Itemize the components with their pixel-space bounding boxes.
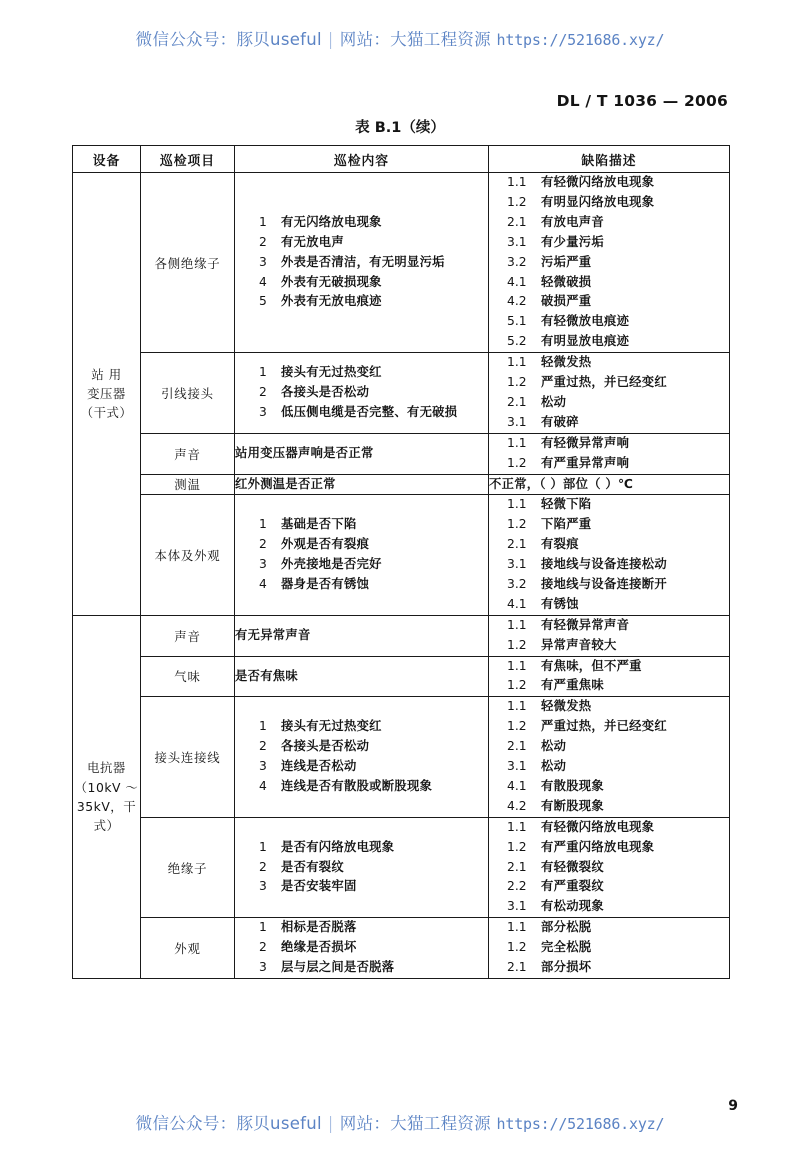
defect-item-text: 有轻微放电痕迹 [541,314,630,329]
content-list [235,838,488,898]
inspection-content-cell [235,353,489,434]
table-header-row [73,146,730,173]
defect-item-text: 污垢严重 [541,254,592,269]
defect-list-item [489,595,729,615]
defect-item-text: 松动 [541,759,567,774]
defect-description-text: 不正常，（ ）部位（ ）℃ [489,476,634,491]
defect-list-item [489,958,729,978]
defect-list-item [489,777,729,797]
defect-item-text: 松动 [541,394,567,409]
content-item-number: 2 [259,385,267,400]
content-item-text: 外壳接地是否完好 [281,556,382,571]
table-row [73,918,730,979]
defect-list-item [489,818,729,838]
inspection-content-text: 是否有焦味 [235,668,298,683]
defect-list-item [489,273,729,293]
defect-list-item [489,636,729,656]
defect-item-text: 部分损坏 [541,960,592,975]
content-list-item [235,575,488,595]
defect-list-item [489,697,729,717]
content-item-number: 3 [259,960,267,975]
defect-list-item [489,253,729,273]
table-row [73,615,730,656]
content-item-text: 外表有无放电痕迹 [281,294,382,309]
defect-description-cell [489,474,730,495]
defect-list-item [489,454,729,474]
defect-item-text: 轻微下陷 [541,497,592,512]
defect-item-text: 严重过热，并已经变红 [541,719,667,734]
content-item-text: 外观是否有裂痕 [281,537,370,552]
defect-item-number: 4.1 [507,778,527,793]
defect-list-item [489,757,729,777]
table-row [73,656,730,697]
defect-list-item [489,838,729,858]
inspection-content-cell [235,615,489,656]
inspection-item-label: 各侧绝缘子 [141,173,235,353]
defect-item-number: 1.2 [507,375,527,390]
defect-list-item [489,877,729,897]
defect-item-number: 1.1 [507,497,527,512]
content-item-text: 外表是否清洁，有无明显污垢 [281,254,445,269]
defect-item-number: 1.2 [507,678,527,693]
defect-item-text: 有严重焦味 [541,678,604,693]
defect-list [489,495,729,614]
defect-list-item [489,737,729,757]
defect-item-number: 1.1 [507,658,527,673]
page-number: 9 [728,1098,738,1114]
content-list-item [235,213,488,233]
content-item-text: 器身是否有锈蚀 [281,576,370,591]
column-header-defect: 缺陷描述 [489,146,730,173]
defect-item-number: 5.2 [507,334,527,349]
content-item-text: 是否安装牢固 [281,879,357,894]
content-list-item [235,858,488,878]
content-list [235,717,488,797]
defect-item-number: 2.1 [507,214,527,229]
defect-list-item [489,657,729,677]
content-item-text: 低压侧电缆是否完整、有无破损 [281,404,458,419]
defect-item-number: 4.1 [507,274,527,289]
content-item-text: 连线是否有散股或断股现象 [281,778,433,793]
defect-item-number: 5.1 [507,314,527,329]
content-list-item [235,958,488,978]
content-item-number: 2 [259,940,267,955]
defect-description-cell [489,656,730,697]
content-list [235,363,488,423]
inspection-item-label: 气味 [141,656,235,697]
content-item-number: 1 [259,719,267,734]
defect-item-text: 有断股现象 [541,798,604,813]
defect-item-number: 4.1 [507,596,527,611]
defect-item-number: 3.1 [507,899,527,914]
content-item-text: 各接头是否松动 [281,385,370,400]
defect-item-number: 1.2 [507,839,527,854]
content-list [235,515,488,595]
table-row [73,433,730,474]
defect-list-item [489,515,729,535]
defect-list-item [489,332,729,352]
defect-item-number: 3.2 [507,576,527,591]
defect-list-item [489,312,729,332]
defect-list [489,173,729,352]
watermark-url: https://521686.xyz/ [496,1115,665,1133]
defect-item-number: 3.1 [507,234,527,249]
content-item-text: 各接头是否松动 [281,739,370,754]
defect-item-number: 1.1 [507,435,527,450]
content-item-number: 3 [259,404,267,419]
watermark-separator: | [327,30,334,49]
defect-list-item [489,173,729,193]
defect-list-item [489,717,729,737]
defect-item-number: 2.1 [507,537,527,552]
content-item-number: 4 [259,274,267,289]
defect-description-cell [489,697,730,817]
content-list-item [235,737,488,757]
content-item-number: 3 [259,879,267,894]
inspection-item-label: 声音 [141,615,235,656]
defect-description-cell [489,433,730,474]
content-item-number: 1 [259,517,267,532]
defect-item-number: 3.1 [507,556,527,571]
defect-list-item [489,213,729,233]
defect-list-item [489,434,729,454]
content-list-item [235,253,488,273]
defect-list-item [489,495,729,515]
content-item-number: 2 [259,234,267,249]
defect-item-number: 2.2 [507,879,527,894]
table-row [73,495,730,615]
content-item-number: 3 [259,254,267,269]
watermark-site-label: 网站：大猫工程资源 [339,1114,491,1133]
defect-item-text: 有放电声音 [541,214,604,229]
column-header-device: 设备 [73,146,141,173]
defect-item-number: 1.2 [507,940,527,955]
defect-description-cell [489,918,730,979]
inspection-content-text: 红外测温是否正常 [235,476,336,491]
defect-list-item [489,555,729,575]
defect-item-number: 1.2 [507,517,527,532]
defect-item-number: 1.1 [507,920,527,935]
inspection-content-text: 有无异常声音 [235,627,311,642]
content-item-number: 1 [259,214,267,229]
content-list-item [235,363,488,383]
content-list-item [235,757,488,777]
inspection-content-cell [235,474,489,495]
inspection-item-label: 声音 [141,433,235,474]
content-item-number: 2 [259,739,267,754]
defect-item-text: 轻微发热 [541,699,592,714]
defect-item-text: 破损严重 [541,294,592,309]
defect-list-item [489,575,729,595]
defect-list-item [489,413,729,433]
defect-item-text: 有严重闪络放电现象 [541,839,655,854]
defect-item-number: 2.1 [507,960,527,975]
defect-item-text: 有少量污垢 [541,234,604,249]
defect-item-text: 轻微发热 [541,355,592,370]
defect-item-text: 有散股现象 [541,778,604,793]
defect-description-cell [489,495,730,615]
defect-item-number: 1.1 [507,819,527,834]
content-list-item [235,273,488,293]
defect-list-item [489,918,729,938]
content-item-number: 2 [259,537,267,552]
defect-item-number: 1.2 [507,719,527,734]
watermark-url: https://521686.xyz/ [496,31,665,49]
content-list-item [235,918,488,938]
defect-list-item [489,233,729,253]
table-caption: 表 B.1（续） [355,120,445,136]
content-list-item [235,535,488,555]
defect-list [489,353,729,433]
device-label-line: 35kV，干 [76,798,137,814]
content-item-number: 5 [259,294,267,309]
content-list-item [235,292,488,312]
content-list [235,918,488,978]
defect-item-number: 1.2 [507,194,527,209]
defect-item-text: 有轻微闪络放电现象 [541,175,655,189]
defect-item-text: 有破碎 [541,414,579,429]
defect-item-text: 有轻微异常声响 [541,435,630,450]
table-row [73,697,730,817]
defect-description-cell [489,615,730,656]
inspection-content-cell [235,817,489,918]
device-label-line: 式） [93,818,120,834]
defect-item-number: 2.1 [507,739,527,754]
inspection-content-text: 站用变压器声响是否正常 [235,445,374,460]
content-list-item [235,777,488,797]
watermark-bottom [0,1110,800,1134]
defect-list-item [489,938,729,958]
watermark-wechat-label: 微信公众号：豚贝useful [135,1114,322,1133]
defect-list-item [489,353,729,373]
defect-item-text: 松动 [541,739,567,754]
defect-item-text: 有焦味，但不严重 [541,658,642,673]
content-list-item [235,383,488,403]
watermark-separator: | [327,1114,334,1133]
defect-list-item [489,535,729,555]
defect-list-item [489,897,729,917]
standard-number: DL / T 1036 — 2006 [556,92,728,110]
inspection-content-cell [235,656,489,697]
defect-item-number: 4.2 [507,294,527,309]
content-item-number: 1 [259,839,267,854]
inspection-content-cell [235,918,489,979]
defect-item-text: 严重过热，并已经变红 [541,375,667,390]
defect-item-text: 有明显放电痕迹 [541,334,630,349]
defect-item-text: 接地线与设备连接断开 [541,576,667,591]
table-body [73,173,730,979]
content-list-item [235,515,488,535]
defect-description-cell [489,353,730,434]
defect-item-text: 有轻微裂纹 [541,859,604,874]
content-list-item [235,938,488,958]
table-row [73,817,730,918]
content-item-number: 4 [259,778,267,793]
watermark-site-label: 网站：大猫工程资源 [339,30,491,49]
defect-list-item [489,393,729,413]
watermark-wechat-label: 微信公众号：豚贝useful [135,30,322,49]
defect-item-number: 1.2 [507,637,527,652]
defect-list [489,918,729,978]
defect-list [489,818,729,918]
watermark-top [0,26,800,50]
column-header-item: 巡检项目 [141,146,235,173]
device-label-line: 站 用 [91,367,122,383]
defect-item-number: 1.1 [507,355,527,370]
defect-item-text: 有轻微闪络放电现象 [541,819,655,834]
content-item-text: 绝缘是否损坏 [281,940,357,955]
defect-item-number: 1.1 [507,699,527,714]
content-item-text: 外表有无破损现象 [281,274,382,289]
content-item-text: 接头有无过热变红 [281,719,382,734]
defect-description-cell [489,817,730,918]
content-item-text: 是否有闪络放电现象 [281,839,395,854]
table-row [73,474,730,495]
defect-description-cell [489,173,730,353]
content-list-item [235,555,488,575]
content-item-text: 相标是否脱落 [281,920,357,935]
defect-item-text: 有锈蚀 [541,596,579,611]
defect-item-number: 2.1 [507,859,527,874]
inspection-item-label: 测温 [141,474,235,495]
device-label-line: 电抗器 [87,760,126,776]
content-list-item [235,403,488,423]
defect-list-item [489,373,729,393]
defect-item-text: 完全松脱 [541,940,592,955]
inspection-table [72,145,730,979]
device-group-label [73,615,141,978]
defect-item-text: 异常声音较大 [541,637,617,652]
defect-item-number: 3.2 [507,254,527,269]
inspection-item-label: 外观 [141,918,235,979]
defect-list-item [489,616,729,636]
content-item-text: 连线是否松动 [281,759,357,774]
inspection-item-label: 接头连接线 [141,697,235,817]
defect-list [489,657,729,697]
defect-item-text: 轻微破损 [541,274,592,289]
content-list-item [235,233,488,253]
inspection-content-cell [235,433,489,474]
defect-item-number: 1.2 [507,455,527,470]
device-label-line: 变压器 [87,386,126,402]
inspection-item-label: 引线接头 [141,353,235,434]
defect-item-text: 有严重异常声响 [541,455,630,470]
content-list [235,213,488,313]
content-item-number: 3 [259,556,267,571]
inspection-content-cell [235,495,489,615]
content-item-text: 接头有无过热变红 [281,365,382,380]
defect-item-number: 3.1 [507,414,527,429]
defect-item-text: 部分松脱 [541,920,592,935]
content-item-number: 1 [259,365,267,380]
table-row [73,353,730,434]
inspection-item-label: 绝缘子 [141,817,235,918]
content-list-item [235,877,488,897]
defect-item-number: 3.1 [507,759,527,774]
table-head [73,146,730,173]
content-item-number: 3 [259,759,267,774]
defect-item-number: 2.1 [507,394,527,409]
content-list-item [235,838,488,858]
content-item-number: 4 [259,576,267,591]
inspection-content-cell [235,173,489,353]
defect-item-text: 下陷严重 [541,517,592,532]
defect-list-item [489,676,729,696]
table-row [73,173,730,353]
content-item-number: 1 [259,920,267,935]
device-label-line: （干式） [80,405,133,421]
defect-item-text: 有严重裂纹 [541,879,604,894]
defect-item-text: 接地线与设备连接松动 [541,556,667,571]
content-item-number: 2 [259,859,267,874]
content-item-text: 是否有裂纹 [281,859,344,874]
defect-list-item [489,193,729,213]
defect-list [489,697,729,816]
device-label-line: （10kV ～ [74,779,139,795]
defect-item-number: 1.1 [507,175,527,189]
content-item-text: 层与层之间是否脱落 [281,960,395,975]
defect-list-item [489,292,729,312]
inspection-content-cell [235,697,489,817]
content-item-text: 有无放电声 [281,234,344,249]
content-item-text: 基础是否下陷 [281,517,357,532]
defect-list-item [489,858,729,878]
defect-list-item [489,797,729,817]
content-item-text: 有无闪络放电现象 [281,214,382,229]
content-list-item [235,717,488,737]
defect-list [489,434,729,474]
defect-item-text: 有轻微异常声音 [541,617,630,632]
defect-list [489,616,729,656]
defect-item-text: 有松动现象 [541,899,604,914]
defect-item-number: 1.1 [507,617,527,632]
defect-item-text: 有明显闪络放电现象 [541,194,655,209]
defect-item-text: 有裂痕 [541,537,579,552]
device-group-label [73,173,141,616]
column-header-content: 巡检内容 [235,146,489,173]
inspection-item-label: 本体及外观 [141,495,235,615]
defect-item-number: 4.2 [507,798,527,813]
